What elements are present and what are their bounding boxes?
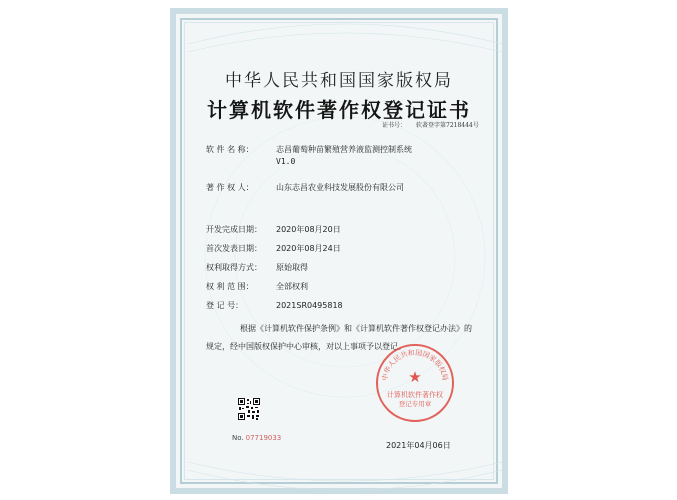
field-label: 登 记 号：	[206, 301, 244, 310]
field-value: 2020年08月20日	[276, 225, 341, 234]
field-acquisition-method	[206, 262, 308, 273]
field-label: 著 作 权 人：	[206, 183, 254, 192]
field-publication-date	[206, 243, 341, 254]
serial-value: 07719033	[245, 434, 282, 442]
field-registration-number	[206, 300, 343, 311]
field-value: 2021SR0495818	[276, 301, 343, 310]
field-software-name	[206, 144, 412, 155]
field-value: 2020年08月24日	[276, 244, 341, 253]
field-label: 软 件 名 称：	[206, 145, 254, 154]
field-value: 原始取得	[276, 263, 308, 272]
field-completion-date	[206, 224, 341, 235]
certificate	[170, 8, 508, 494]
seal-star-icon: ★	[408, 368, 422, 386]
serial-number	[232, 434, 281, 442]
qr-code-icon	[238, 398, 260, 420]
seal-ring-text: 中华人民共和国国家版权局	[380, 348, 450, 382]
certificate-number-value: 软著登字第7218444号	[416, 122, 479, 129]
software-version: V1.0	[276, 157, 296, 166]
official-seal-stamp	[374, 342, 456, 424]
field-value: 全部权利	[276, 282, 308, 291]
issue-date: 2021年04月06日	[386, 441, 451, 450]
field-copyright-owner	[206, 182, 404, 193]
field-label: 开发完成日期：	[206, 225, 262, 234]
seal-center-text-1: 计算机软件著作权	[387, 391, 443, 399]
field-label: 权利取得方式：	[206, 263, 262, 272]
issuing-authority: 中华人民共和国国家版权局	[225, 71, 453, 91]
field-label: 权 利 范 围：	[206, 282, 254, 291]
seal-center-text-2: 登记专用章	[398, 400, 432, 408]
statement-line-1: 根据《计算机软件保护条例》和《计算机软件著作权登记办法》的	[240, 324, 472, 333]
field-rights-scope	[206, 281, 308, 292]
certificate-number-label: 证书号：	[382, 122, 407, 129]
certificate-title: 计算机软件著作权登记证书	[207, 98, 471, 122]
certificate-number	[382, 120, 489, 129]
serial-label: No.	[232, 434, 244, 442]
field-value: 山东志昌农业科技发展股份有限公司	[276, 183, 404, 192]
field-label: 首次发表日期：	[206, 244, 262, 253]
field-value: 志昌葡萄种苗繁殖营养液监测控制系统	[276, 145, 412, 154]
statement-line-2: 规定，经中国版权保护中心审核，对以上事项予以登记。	[206, 342, 406, 351]
